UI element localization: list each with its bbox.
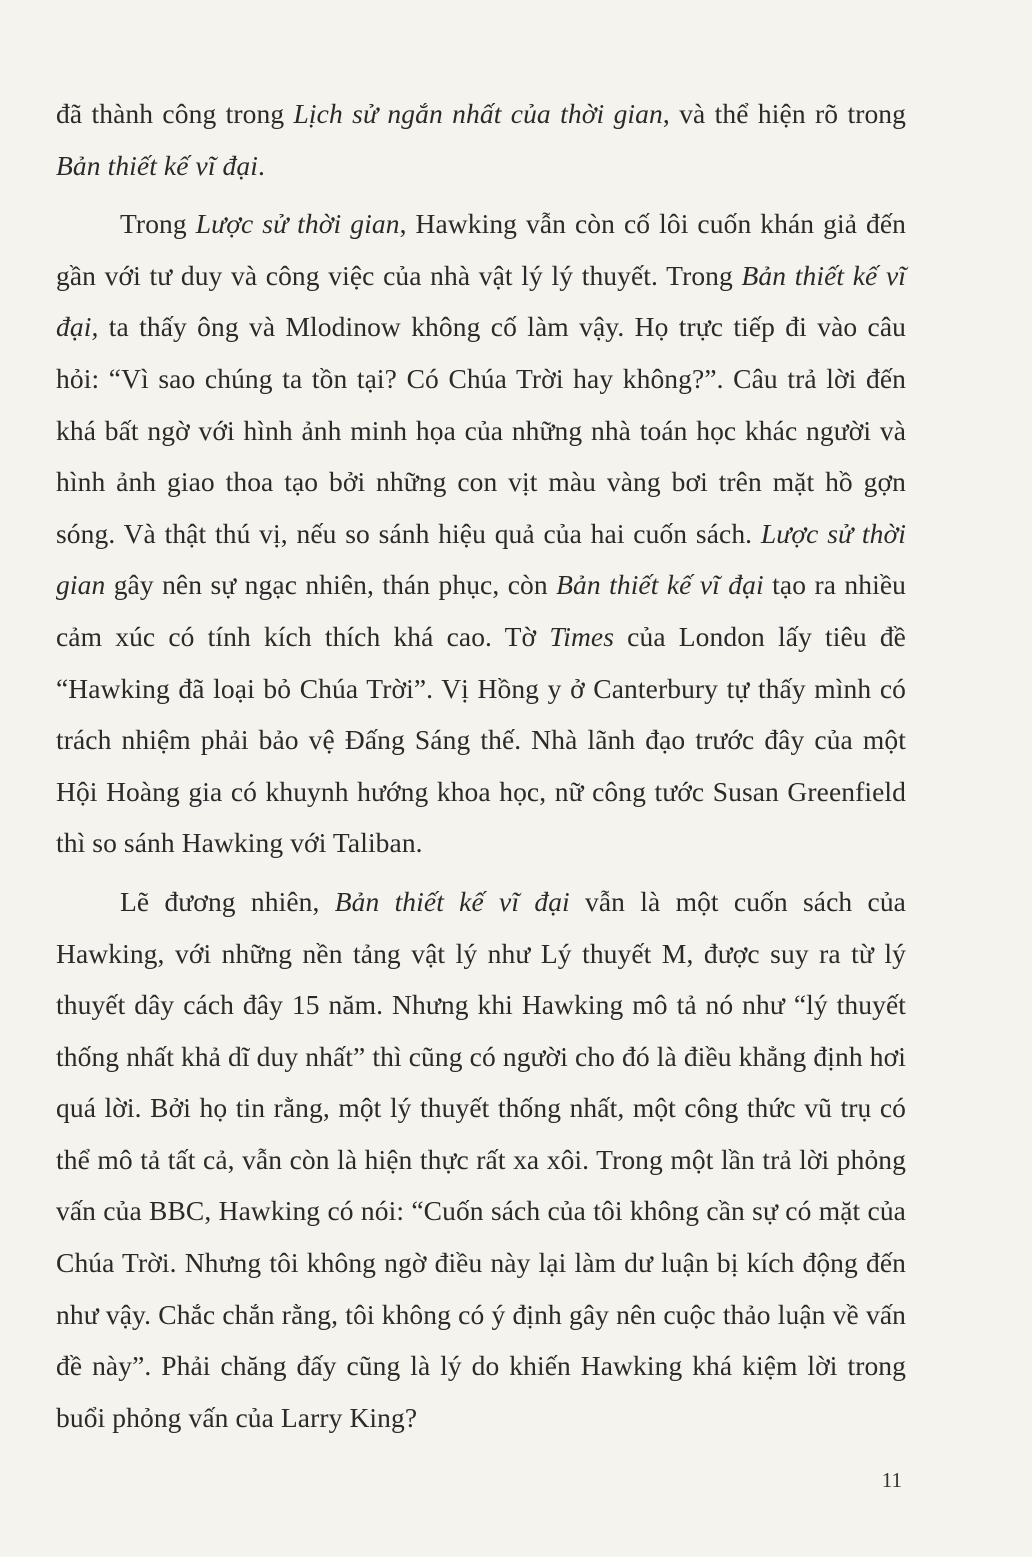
- p1-seg-0: đã thành công trong: [56, 98, 294, 129]
- p2-seg-6: gây nên sự ngạc nhiên, thán phục, còn: [105, 569, 557, 601]
- p2-seg-10: của London lấy tiêu đề “Hawking đã loại bỏ Chúa Trời”. Vị Hồng y ở Canterbury tự thấy mình có trách nhiệm phải bảo vệ Đấng Sáng thế. Nhà lãnh đạo trước đây của một Hội Hoàng gia có khuynh hướng khoa học, nữ công tước Susan Greenfield thì so sánh Hawking với Taliban.: [56, 620, 906, 859]
- p2-seg-4: ta thấy ông và Mlodinow không cố làm vậy. Họ trực tiếp đi vào câu hỏi: “Vì sao chúng ta tồn tại? Có Chúa Trời hay không?”. Câu trả lời đến khá bất ngờ với hình ảnh minh họa của những nhà toán học khác người và hình ảnh giao thoa tạo bởi những con vịt màu vàng bơi trên mặt hồ gợn sóng. Và thật thú vị, nếu so sánh hiệu quả của hai cuốn sách.: [56, 311, 906, 549]
- p3-seg-1-italic: Bản thiết kế vĩ đại: [334, 885, 570, 917]
- p1-seg-4: .: [257, 149, 265, 181]
- body-text: [56, 88, 906, 1443]
- p2-seg-0: Trong: [120, 208, 196, 240]
- p1-seg-3-italic: Bản thiết kế vĩ đại: [56, 149, 258, 181]
- paragraph-2: [56, 198, 906, 869]
- p2-seg-1-italic: Lược sử thời gian: [195, 208, 400, 240]
- p1-seg-1-italic: Lịch sử ngắn nhất của thời gian: [293, 98, 663, 129]
- paragraph-1: [56, 88, 906, 191]
- p2-seg-3-italic: Bản thiết kế vĩ đại,: [56, 259, 907, 343]
- p2-seg-9-italic: Times: [549, 620, 615, 652]
- p3-seg-0: Lẽ đương nhiên,: [120, 885, 335, 917]
- p2-seg-5-italic: Lược sử thời gian: [56, 517, 906, 601]
- p3-seg-2: vẫn là một cuốn sách của Hawking, với những nền tảng vật lý như Lý thuyết M, được suy ra từ lý thuyết dây cách đây 15 năm. Nhưng khi Hawking mô tả nó như “lý thuyết thống nhất khả dĩ duy nhất” thì cũng có người cho đó là điều khẳng định hơi quá lời. Bởi họ tin rằng, một lý thuyết thống nhất, một công thức vũ trụ có thể mô tả tất cả, vẫn còn là hiện thực rất xa xôi. Trong một lần trả lời phỏng vấn của BBC, Hawking có nói: “Cuốn sách của tôi không cần sự có mặt của Chúa Trời. Nhưng tôi không ngờ điều này lại làm dư luận bị kích động đến như vậy. Chắc chắn rằng, tôi không có ý định gây nên cuộc thảo luận về vấn đề này”. Phải chăng đấy cũng là lý do khiến Hawking khá kiệm lời trong buổi phỏng vấn của Larry King?: [56, 885, 906, 1433]
- p2-seg-2: , Hawking vẫn còn cố lôi cuốn khán giả đến gần với tư duy và công việc của nhà vật lý lý thuyết. Trong: [56, 208, 906, 291]
- p2-seg-8: tạo ra nhiều cảm xúc có tính kích thích khá cao. Tờ: [56, 569, 906, 652]
- page-number: 11: [881, 1468, 902, 1492]
- paragraph-3: [56, 876, 906, 1444]
- p2-seg-7-italic: Bản thiết kế vĩ đại: [556, 569, 764, 601]
- p1-seg-2: , và thể hiện rõ trong: [662, 98, 907, 129]
